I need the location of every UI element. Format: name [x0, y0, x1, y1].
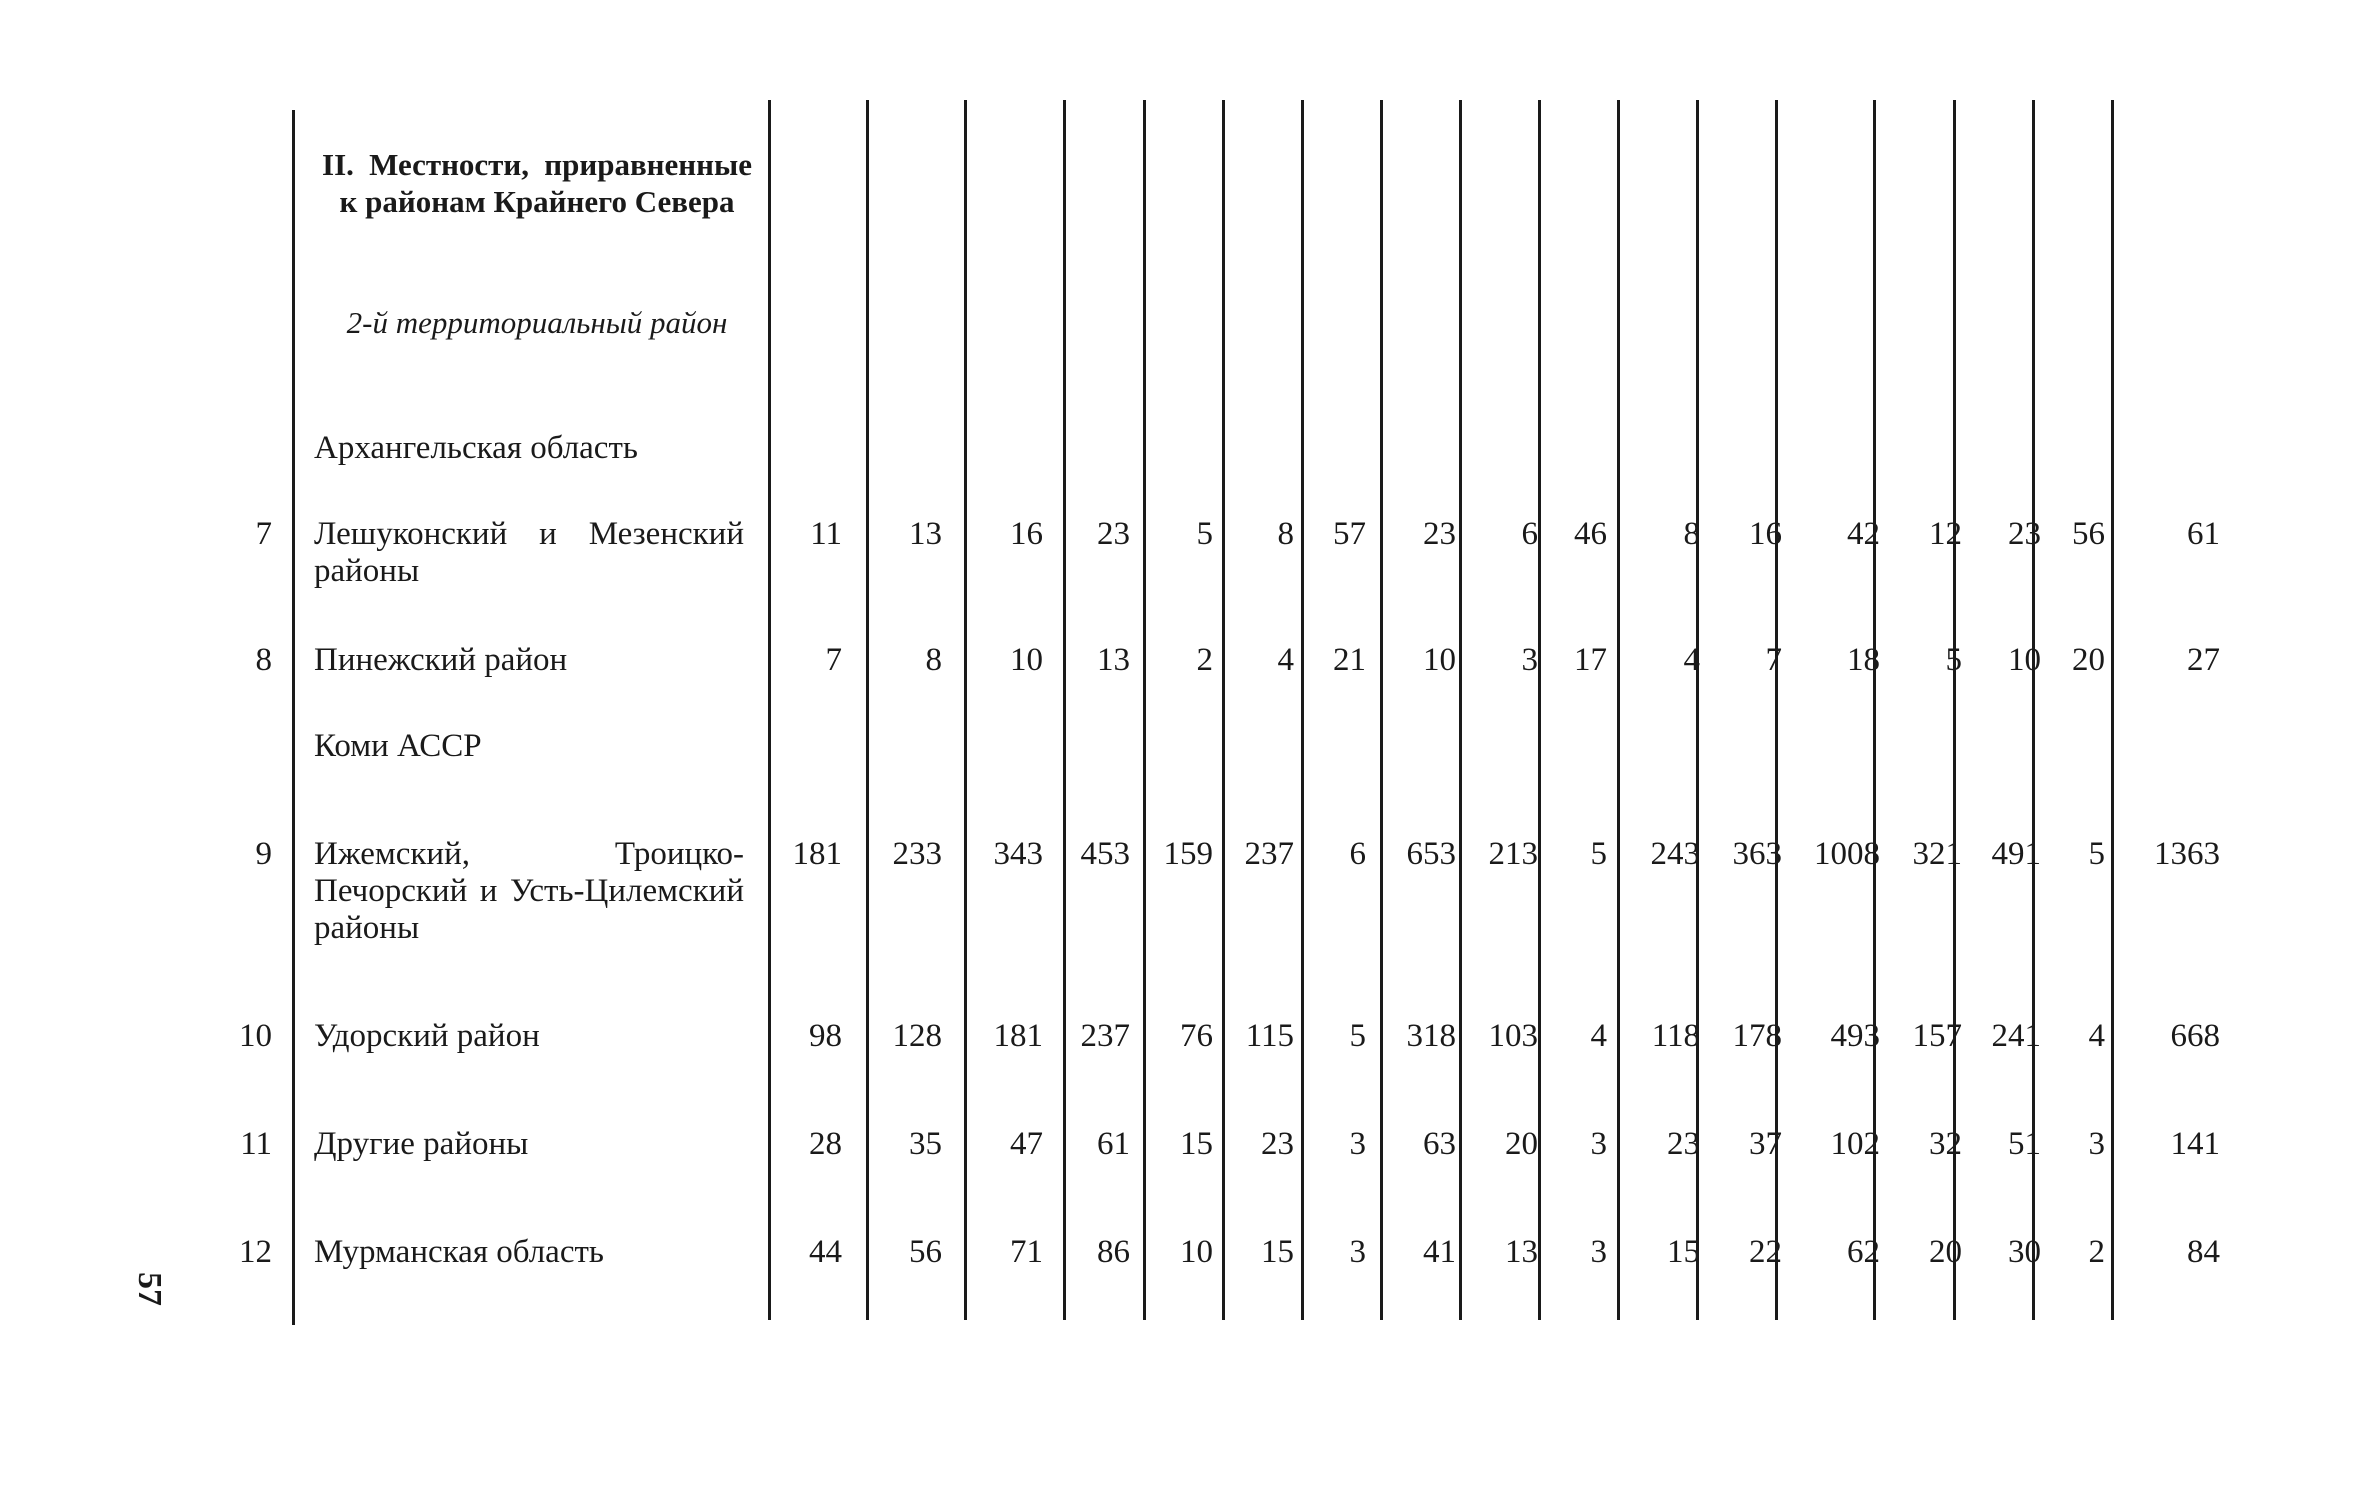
table-cell: 5	[1590, 836, 1607, 872]
row-number-rule	[292, 110, 295, 1325]
column-rule	[1617, 100, 1620, 1320]
table-cell: 3	[1521, 642, 1538, 678]
row-number: 12	[239, 1234, 272, 1270]
group-heading: Коми АССР	[314, 728, 482, 764]
table-cell: 27	[2187, 642, 2220, 678]
table-cell: 17	[1574, 642, 1607, 678]
row-number: 7	[255, 516, 272, 552]
table-cell: 61	[2187, 516, 2220, 552]
column-rule	[964, 100, 967, 1320]
table-cell: 21	[1333, 642, 1366, 678]
table-cell: 47	[1010, 1126, 1043, 1162]
table-cell: 10	[1180, 1234, 1213, 1270]
column-rule	[1380, 100, 1383, 1320]
group-heading: Архангельская область	[314, 430, 638, 466]
column-rule	[1459, 100, 1462, 1320]
table-cell: 213	[1488, 836, 1538, 872]
table-cell: 4	[1683, 642, 1700, 678]
table-cell: 1363	[2154, 836, 2220, 872]
table-cell: 103	[1488, 1018, 1538, 1054]
table-cell: 20	[2072, 642, 2105, 678]
table-cell: 3	[1349, 1126, 1366, 1162]
table-cell: 15	[1180, 1126, 1213, 1162]
table-cell: 23	[1261, 1126, 1294, 1162]
table-cell: 102	[1830, 1126, 1880, 1162]
table-cell: 28	[809, 1126, 842, 1162]
table-cell: 23	[2008, 516, 2041, 552]
table-cell: 7	[1765, 642, 1782, 678]
table-cell: 8	[925, 642, 942, 678]
table-cell: 3	[1349, 1234, 1366, 1270]
zone-title: 2-й территориальный район	[346, 305, 728, 340]
table-cell: 141	[2170, 1126, 2220, 1162]
row-name: Другие районы	[314, 1126, 529, 1162]
table-cell: 118	[1651, 1018, 1700, 1054]
table-cell: 15	[1261, 1234, 1294, 1270]
table-cell: 98	[809, 1018, 842, 1054]
table-cell: 491	[1991, 836, 2041, 872]
column-rule	[1222, 100, 1225, 1320]
table-cell: 22	[1749, 1234, 1782, 1270]
table-cell: 13	[1097, 642, 1130, 678]
table-cell: 23	[1667, 1126, 1700, 1162]
table-cell: 653	[1406, 836, 1456, 872]
table-cell: 61	[1097, 1126, 1130, 1162]
table-cell: 13	[909, 516, 942, 552]
table-cell: 10	[1423, 642, 1456, 678]
row-name: Мурманская область	[314, 1234, 604, 1270]
table-cell: 41	[1423, 1234, 1456, 1270]
row-number: 10	[239, 1018, 272, 1054]
row-name: Лешуконский и Мезенский районы	[314, 516, 744, 589]
table-cell: 237	[1080, 1018, 1130, 1054]
table-cell: 57	[1333, 516, 1366, 552]
table-cell: 321	[1912, 836, 1962, 872]
table-cell: 5	[2088, 836, 2105, 872]
table-cell: 56	[2072, 516, 2105, 552]
column-rule	[1301, 100, 1304, 1320]
row-name: Пинежский район	[314, 642, 568, 678]
table-cell: 181	[993, 1018, 1043, 1054]
row-number: 9	[255, 836, 272, 872]
table-cell: 159	[1163, 836, 1213, 872]
column-rule	[1063, 100, 1066, 1320]
table-cell: 84	[2187, 1234, 2220, 1270]
table-cell: 12	[1929, 516, 1962, 552]
table-cell: 343	[993, 836, 1043, 872]
table-cell: 243	[1650, 836, 1700, 872]
page-number: 57	[131, 1272, 168, 1306]
table-cell: 16	[1749, 516, 1782, 552]
row-number: 11	[240, 1126, 272, 1162]
table-cell: 16	[1010, 516, 1043, 552]
table-cell: 4	[1277, 642, 1294, 678]
table-cell: 1008	[1814, 836, 1880, 872]
table-cell: 23	[1097, 516, 1130, 552]
table-cell: 453	[1080, 836, 1130, 872]
table-cell: 157	[1912, 1018, 1962, 1054]
table-cell: 71	[1010, 1234, 1043, 1270]
table-cell: 6	[1521, 516, 1538, 552]
table-cell: 3	[2088, 1126, 2105, 1162]
table-cell: 20	[1929, 1234, 1962, 1270]
table-cell: 241	[1991, 1018, 2041, 1054]
row-number: 8	[255, 642, 272, 678]
table-cell: 8	[1683, 516, 1700, 552]
table-cell: 2	[2088, 1234, 2105, 1270]
table-cell: 363	[1732, 836, 1782, 872]
table-cell: 115	[1245, 1018, 1294, 1054]
table-cell: 493	[1830, 1018, 1880, 1054]
table-cell: 20	[1505, 1126, 1538, 1162]
row-name: Удорский район	[314, 1018, 540, 1054]
table-cell: 3	[1590, 1126, 1607, 1162]
table-cell: 8	[1277, 516, 1294, 552]
table-cell: 76	[1180, 1018, 1213, 1054]
table-cell: 42	[1847, 516, 1880, 552]
table-cell: 44	[809, 1234, 842, 1270]
table-cell: 13	[1505, 1234, 1538, 1270]
table-cell: 35	[909, 1126, 942, 1162]
table-cell: 56	[909, 1234, 942, 1270]
table-cell: 318	[1406, 1018, 1456, 1054]
table-cell: 4	[2088, 1018, 2105, 1054]
column-rule	[1143, 100, 1146, 1320]
table-cell: 128	[892, 1018, 942, 1054]
column-rule	[866, 100, 869, 1320]
table-cell: 5	[1196, 516, 1213, 552]
table-cell: 37	[1749, 1126, 1782, 1162]
table-cell: 233	[892, 836, 942, 872]
table-cell: 10	[2008, 642, 2041, 678]
table-cell: 23	[1423, 516, 1456, 552]
table-cell: 51	[2008, 1126, 2041, 1162]
table-cell: 86	[1097, 1234, 1130, 1270]
table-cell: 237	[1244, 836, 1294, 872]
table-cell: 668	[2170, 1018, 2220, 1054]
table-cell: 11	[810, 516, 842, 552]
table-cell: 63	[1423, 1126, 1456, 1162]
table-cell: 181	[792, 836, 842, 872]
table-cell: 46	[1574, 516, 1607, 552]
table-cell: 3	[1590, 1234, 1607, 1270]
row-name: Ижемский, Троицко-Печорский и Усть-Цилемский районы	[314, 836, 744, 946]
column-rule	[1538, 100, 1541, 1320]
table-cell: 62	[1847, 1234, 1880, 1270]
column-rule	[768, 100, 771, 1320]
column-rule	[2111, 100, 2114, 1320]
section-title: II. Местности, приравненные к районам Крайнего Севера	[322, 147, 752, 219]
table-cell: 4	[1590, 1018, 1607, 1054]
table-cell: 15	[1667, 1234, 1700, 1270]
table-cell: 18	[1847, 642, 1880, 678]
table-cell: 2	[1196, 642, 1213, 678]
table-cell: 5	[1349, 1018, 1366, 1054]
table-cell: 5	[1945, 642, 1962, 678]
table-cell: 7	[825, 642, 842, 678]
table-cell: 32	[1929, 1126, 1962, 1162]
table-cell: 30	[2008, 1234, 2041, 1270]
table-cell: 6	[1349, 836, 1366, 872]
table-cell: 10	[1010, 642, 1043, 678]
table-cell: 178	[1732, 1018, 1782, 1054]
